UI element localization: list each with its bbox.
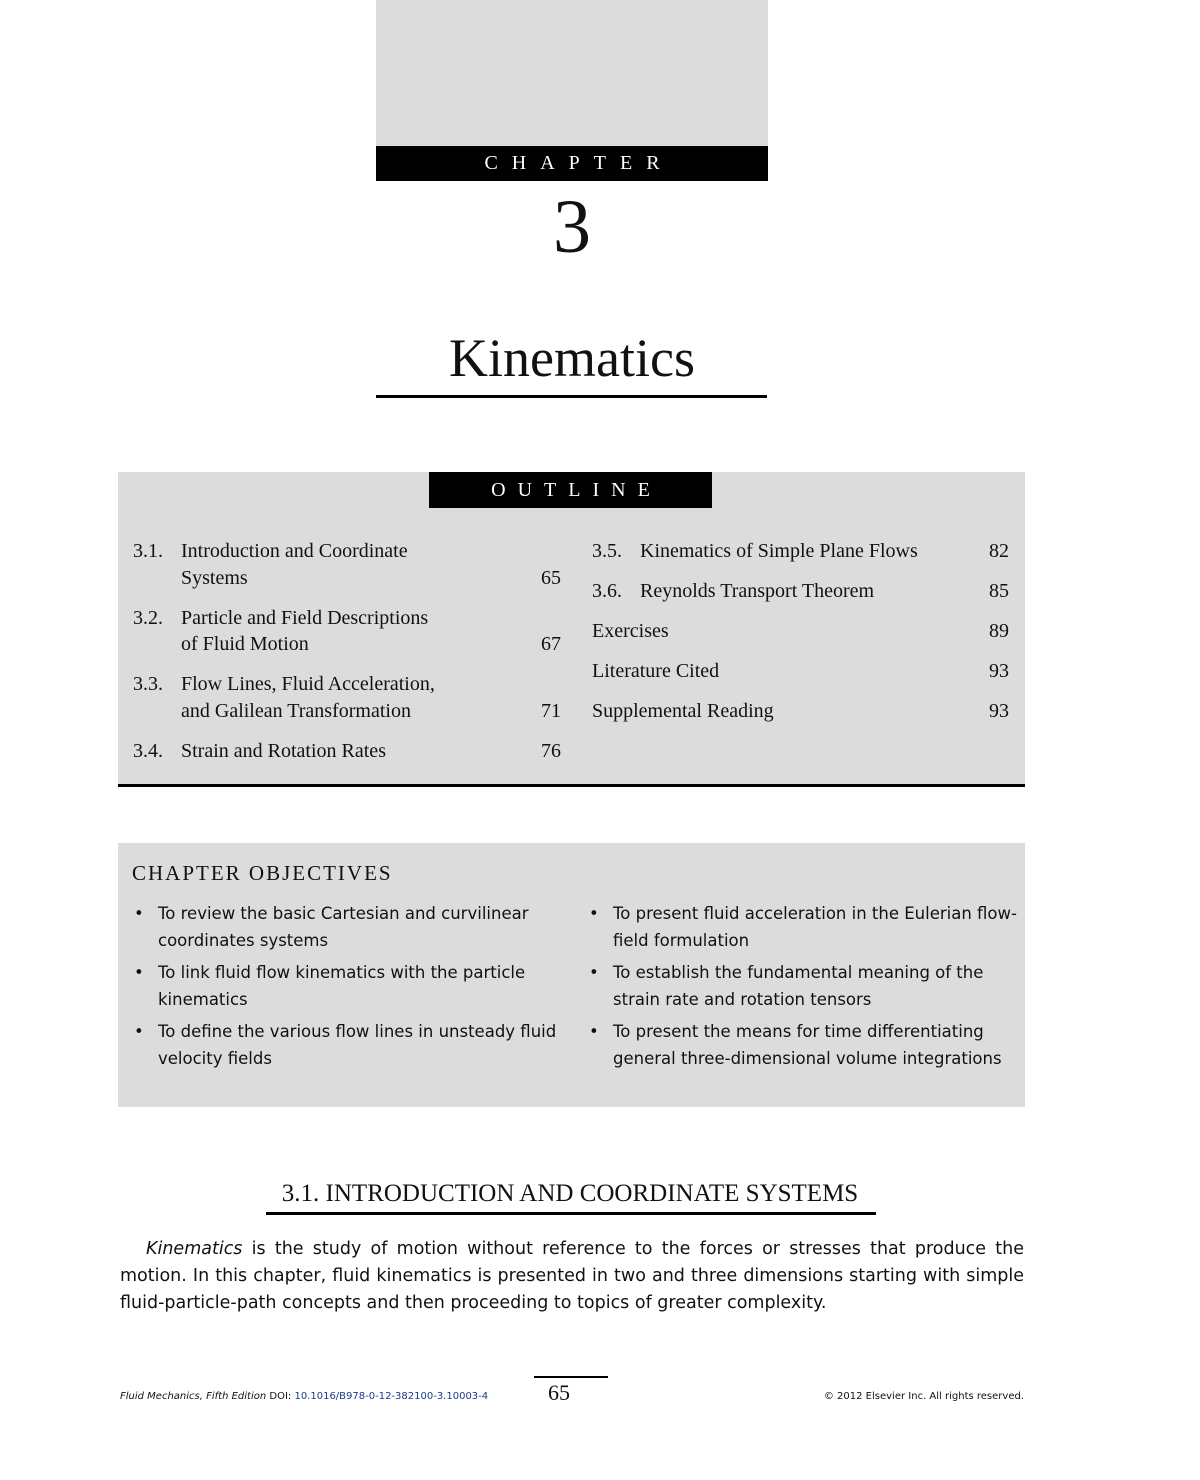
toc-page: 65 (541, 567, 561, 589)
chapter-title: Kinematics (449, 328, 695, 388)
footer-doi-link[interactable]: 10.1016/B978-0-12-382100-3.10003-4 (294, 1391, 489, 1402)
toc-page: 93 (989, 660, 1009, 682)
objectives-heading: CHAPTER OBJECTIVES (132, 861, 393, 885)
section-rule (266, 1212, 876, 1215)
toc-title-cont: of Fluid Motion (181, 633, 309, 655)
footer-book-title: Fluid Mechanics, Fifth Edition (120, 1391, 267, 1402)
section-body (120, 1236, 1024, 1317)
outline-rule (118, 784, 1025, 787)
objective-item: • To establish the fundamental meaning of the strain rate and rotation tensors (587, 959, 1023, 1013)
outline-label: OUTLINE (429, 472, 712, 508)
toc-title: Exercises (592, 620, 669, 642)
toc-number: 3.4. (133, 740, 163, 762)
toc-title: Supplemental Reading (592, 700, 774, 722)
objective-item: • To present fluid acceleration in the Eulerian flow-field formulation (587, 900, 1023, 954)
objective-item: • To define the various flow lines in unsteady fluid velocity fields (132, 1018, 562, 1072)
body-text: is the study of motion without reference to the forces or stresses that produce the motion. In this chapter, fluid kinematics is presented in two and three dimensions starting with simple fluid-particle-path concepts and then proceeding to topics of greater complexity. (120, 1239, 1024, 1313)
toc-title: Particle and Field Descriptions (181, 607, 429, 629)
toc-page: 89 (989, 620, 1009, 642)
footer-rule (534, 1376, 608, 1378)
toc-title: Literature Cited (592, 660, 720, 682)
toc-title-cont: Systems (181, 567, 248, 589)
toc-number: 3.3. (133, 673, 163, 695)
toc-page: 82 (989, 540, 1009, 562)
toc-number: 3.1. (133, 540, 163, 562)
toc-page: 76 (541, 740, 561, 762)
toc-page: 85 (989, 580, 1009, 602)
toc-title-cont: and Galilean Transformation (181, 700, 411, 722)
section-heading: 3.1. INTRODUCTION AND COORDINATE SYSTEMS (281, 1180, 859, 1207)
chapter-header-box (376, 0, 768, 146)
footer-doi-label: DOI: (269, 1391, 292, 1402)
toc-page: 93 (989, 700, 1009, 722)
toc-title: Flow Lines, Fluid Acceleration, (181, 673, 435, 695)
objective-item: • To present the means for time differentiating general three-dimensional volume integrations (587, 1018, 1023, 1072)
toc-title: Strain and Rotation Rates (181, 740, 386, 762)
body-lead-term: Kinematics (146, 1239, 243, 1259)
toc-page: 71 (541, 700, 561, 722)
objective-item: • To review the basic Cartesian and curvilinear coordinates systems (132, 900, 562, 954)
chapter-label: CHAPTER (376, 146, 768, 181)
footer-citation (120, 1390, 488, 1404)
objective-item: • To link fluid flow kinematics with the particle kinematics (132, 959, 562, 1013)
chapter-number: 3 (553, 185, 591, 269)
toc-page: 67 (541, 633, 561, 655)
toc-number: 3.6. (592, 580, 622, 602)
page-number: 65 (548, 1380, 570, 1405)
toc-number: 3.5. (592, 540, 622, 562)
toc-title: Kinematics of Simple Plane Flows (640, 540, 918, 562)
title-rule (376, 395, 767, 398)
toc-number: 3.2. (133, 607, 163, 629)
footer-copyright: © 2012 Elsevier Inc. All rights reserved. (823, 1391, 1024, 1402)
toc-title: Introduction and Coordinate (181, 540, 408, 562)
toc-title: Reynolds Transport Theorem (640, 580, 875, 602)
